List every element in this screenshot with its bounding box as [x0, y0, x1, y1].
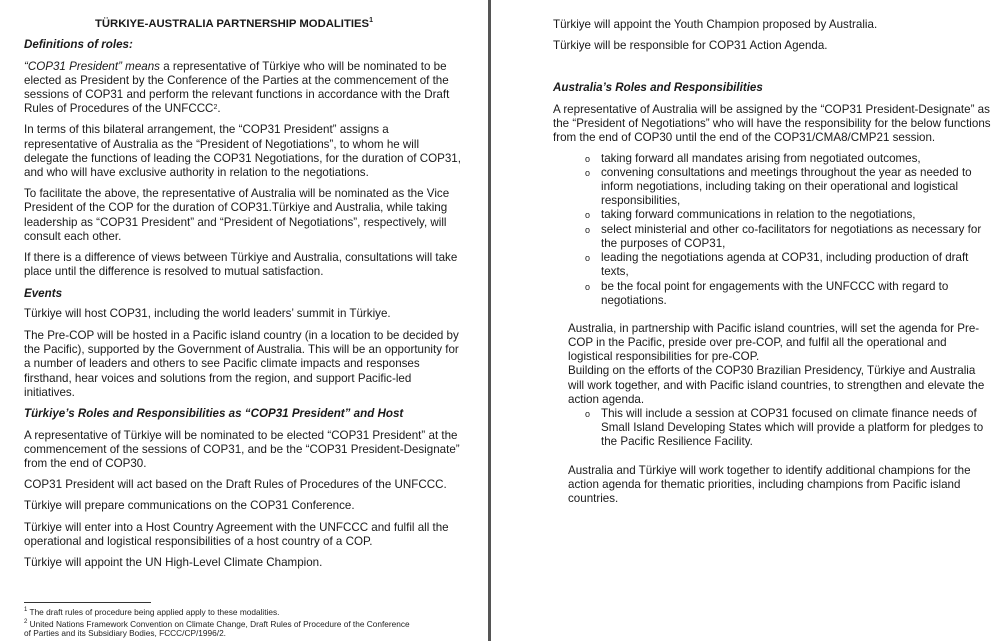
- turkiye-roles-paragraph-1-line-2: commencement of the sessions of COP31, and be the “COP31 President-Designate”: [24, 443, 460, 456]
- definitions-paragraph-3-line-4: consult each other.: [24, 230, 122, 243]
- turkiye-roles-paragraph-1-line-1: A representative of Türkiye will be nominated to be elected “COP31 President” at the: [24, 429, 458, 442]
- footnote-ref-2: 2: [213, 104, 218, 111]
- left-page: [0, 0, 488, 641]
- events-paragraph-2-line-3: a number of leaders and others to see Pacific climate impacts and responses: [24, 357, 420, 370]
- australia-intro-line-1: A representative of Australia will be assigned by the “COP31 President-Designate” as: [553, 103, 990, 116]
- footnote-2-line-2: of Parties and its Subsidiary Bodies, FCCC/CP/1996/2.: [24, 628, 226, 638]
- footnote-2-text: United Nations Framework Convention on Climate Change, Draft Rules of Procedure of the Conference: [29, 618, 410, 629]
- list-item-text: inform negotiations, including taking on their operational and logistical: [601, 180, 959, 193]
- circle-bullet-icon: o: [585, 282, 591, 292]
- line-text: Rules of Procedures of the UNFCCC: [24, 102, 214, 115]
- events-paragraph-2-line-5: initiatives.: [24, 386, 75, 399]
- building-line-3: action agenda.: [568, 393, 645, 406]
- turkiye-roles-paragraph-2: COP31 President will act based on the Draft Rules of Procedures of the UNFCCC.: [24, 478, 447, 491]
- definitions-paragraph-4-line-1: If there is a difference of views between Türkiye and Australia, consultations will take: [24, 251, 458, 264]
- footnote-1: [24, 605, 279, 618]
- building-line-1: Building on the efforts of the COP30 Brazilian Presidency, Türkiye and Australia: [568, 364, 976, 377]
- youth-champion-paragraph: Türkiye will appoint the Youth Champion proposed by Australia.: [553, 18, 878, 31]
- list-item-text: the purposes of COP31,: [601, 237, 726, 250]
- italic-term: “COP31 President” means: [24, 60, 160, 73]
- australia-roles-heading: Australia’s Roles and Responsibilities: [553, 81, 763, 94]
- list-item-text: negotiations.: [601, 294, 667, 307]
- definitions-paragraph-2-line-2: representative of Australia as the “President of Negotiations”, to whom he will: [24, 138, 420, 151]
- australia-intro-line-2: the “President of Negotiations” who will have the responsibility for the below functions: [553, 117, 991, 130]
- circle-bullet-icon: o: [585, 154, 591, 164]
- right-page: [491, 0, 1000, 641]
- list-item-text: select ministerial and other co-facilitators for negotiations as necessary for: [601, 223, 982, 236]
- turkiye-roles-paragraph-4-line-1: Türkiye will enter into a Host Country Agreement with the UNFCCC and fulfil all the: [24, 521, 449, 534]
- events-paragraph-2-line-4: firsthand, hear voices and solutions from the region, and support Pacific-led: [24, 372, 412, 385]
- definitions-paragraph-1-line-4: [24, 102, 221, 116]
- definitions-paragraph-3-line-3: leadership as “COP31 President” and “President of Negotiations”, respectively, will: [24, 216, 447, 229]
- events-heading: Events: [24, 287, 63, 300]
- events-paragraph-2-line-1: The Pre-COP will be hosted in a Pacific island country (in a location to be decided by: [24, 329, 459, 342]
- champions-line-3: countries.: [568, 492, 619, 505]
- footnote-2-ref: 2: [24, 619, 28, 625]
- turkiye-roles-paragraph-3: Türkiye will prepare communications on the COP31 Conference.: [24, 499, 355, 512]
- circle-bullet-icon: o: [585, 409, 591, 419]
- footnote-separator: [24, 602, 151, 603]
- building-line-2: will work together, and with Pacific island countries, to strengthen and elevate the: [568, 379, 985, 392]
- action-agenda-paragraph: Türkiye will be responsible for COP31 Action Agenda.: [553, 39, 828, 52]
- list-item-text: Small Island Developing States which will provide a platform for pledges to: [601, 421, 984, 434]
- list-item-text: the Pacific Resilience Facility.: [601, 435, 753, 448]
- definitions-paragraph-2-line-3: delegate the functions of leading the COP31 Negotiations, for the duration of COP31,: [24, 152, 461, 165]
- list-item-text: taking forward all mandates arising from negotiated outcomes,: [601, 152, 921, 165]
- punct: .: [217, 102, 221, 115]
- definitions-paragraph-1-line-1: [24, 60, 447, 74]
- document-title: [95, 18, 373, 30]
- champions-line-1: Australia and Türkiye will work together to identify additional champions for the: [568, 464, 971, 477]
- footnote-1-text: The draft rules of procedure being applied apply to these modalities.: [29, 606, 280, 617]
- definitions-paragraph-2-line-4: and who will have exclusive authority in relation to the negotiations.: [24, 166, 369, 179]
- turkiye-roles-heading: Türkiye’s Roles and Responsibilities as “COP31 President” and Host: [24, 407, 404, 420]
- precop-line-2: COP in the Pacific, preside over pre-COP, and fulfil all the operational and: [568, 336, 947, 349]
- definitions-paragraph-3-line-1: To facilitate the above, the representative of Australia will be nominated as the Vice: [24, 187, 450, 200]
- definitions-paragraph-3-line-2: President of the COP for the duration of COP31.Türkiye and Australia, while taking: [24, 201, 448, 214]
- turkiye-roles-paragraph-5: Türkiye will appoint the UN High-Level Climate Champion.: [24, 556, 323, 569]
- circle-bullet-icon: o: [585, 253, 591, 263]
- circle-bullet-icon: o: [585, 210, 591, 220]
- events-paragraph-1: Türkiye will host COP31, including the world leaders’ summit in Türkiye.: [24, 307, 391, 320]
- list-item-text: texts,: [601, 265, 629, 278]
- list-item-text: responsibilities,: [601, 194, 681, 207]
- circle-bullet-icon: o: [585, 225, 591, 235]
- definitions-paragraph-4-line-2: place until the difference is resolved to mutual satisfaction.: [24, 265, 324, 278]
- list-item-text: convening consultations and meetings throughout the year as needed to: [601, 166, 972, 179]
- line-rest: a representative of Türkiye who will be nominated to be: [159, 60, 447, 73]
- turkiye-roles-paragraph-4-line-2: operational and logistical responsibilities of a host country of a COP.: [24, 535, 373, 548]
- footnote-1-ref: 1: [24, 607, 28, 613]
- list-item-text: This will include a session at COP31 focused on climate finance needs of: [601, 407, 977, 420]
- list-item-text: taking forward communications in relation to the negotiations,: [601, 208, 916, 221]
- events-paragraph-2-line-2: the Pacific), supported by the Government of Australia. This will be an opportunity for: [24, 343, 459, 356]
- list-item-text: leading the negotiations agenda at COP31, including production of draft: [601, 251, 969, 264]
- definitions-heading: Definitions of roles:: [24, 38, 133, 51]
- definitions-paragraph-1-line-3: sessions of COP31 and perform the relevant functions in accordance with the Draft: [24, 88, 450, 101]
- australia-intro-line-3: from the end of COP30 until the end of the COP31/CMA8/CMP21 session.: [553, 131, 936, 144]
- turkiye-roles-paragraph-1-line-3: from the end of COP30.: [24, 457, 147, 470]
- title-footnote-ref: 1: [369, 17, 373, 24]
- precop-line-3: logistical responsibilities for pre-COP.: [568, 350, 760, 363]
- definitions-paragraph-1-line-2: elected as President by the Conference of the Parties at the commencement of the: [24, 74, 449, 87]
- document-title-text: TÜRKIYE-AUSTRALIA PARTNERSHIP MODALITIES: [95, 18, 370, 30]
- precop-line-1: Australia, in partnership with Pacific island countries, will set the agenda for Pre-: [568, 322, 980, 335]
- list-item-text: be the focal point for engagements with the UNFCCC with regard to: [601, 280, 949, 293]
- definitions-paragraph-2-line-1: In terms of this bilateral arrangement, the “COP31 President” assigns a: [24, 123, 389, 136]
- circle-bullet-icon: o: [585, 168, 591, 178]
- champions-line-2: action agenda for thematic priorities, including champions from Pacific island: [568, 478, 961, 491]
